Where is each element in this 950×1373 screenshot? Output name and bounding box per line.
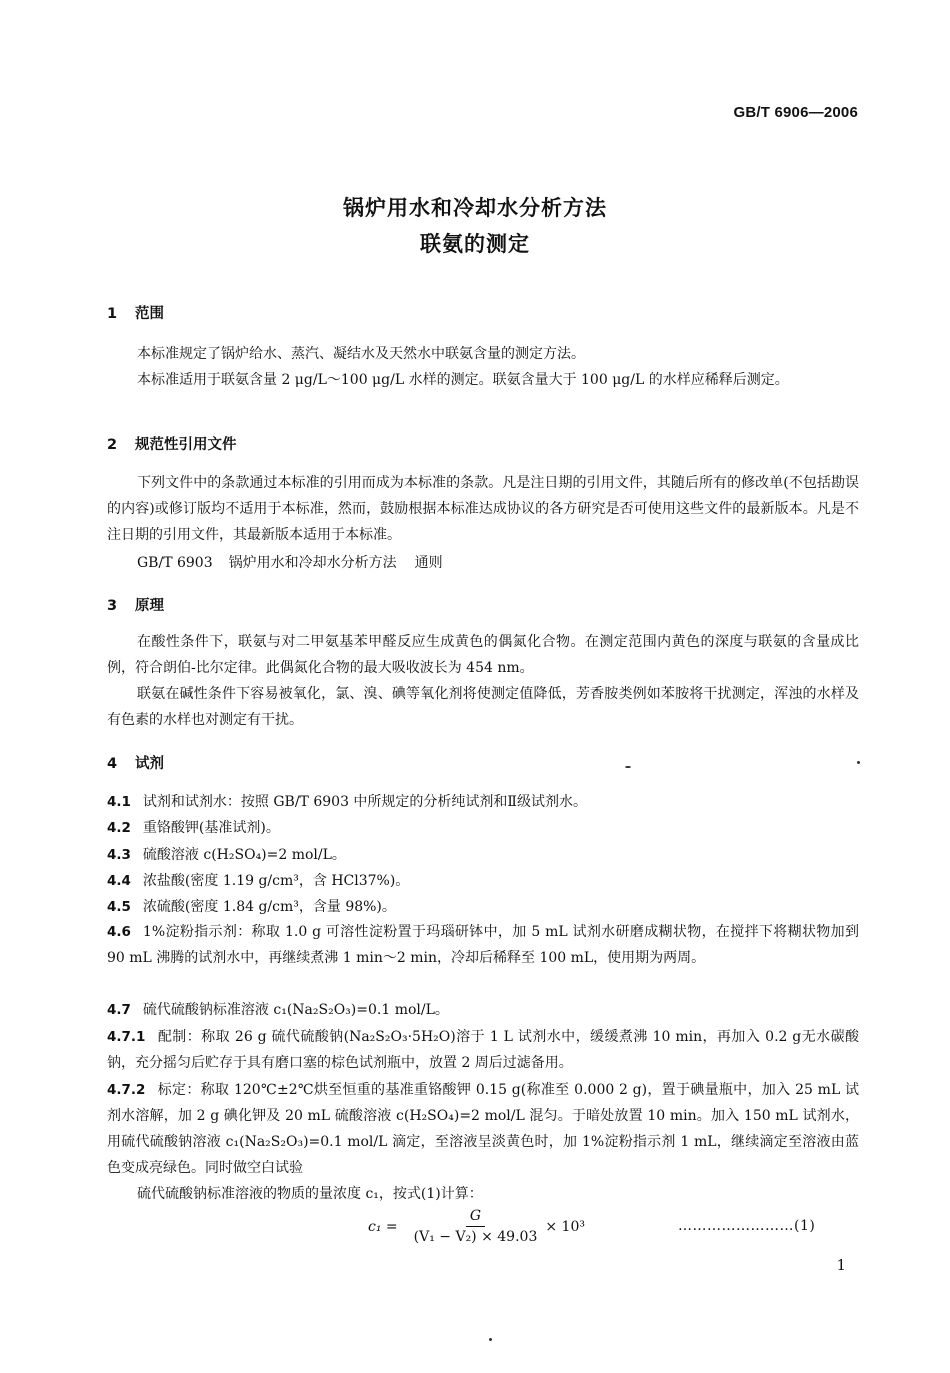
- item-number: 4.3: [107, 847, 131, 863]
- item-number: 4.7.2: [107, 1082, 146, 1098]
- item-text: 标定：称取 120℃±2℃烘至恒重的基准重铬酸钾 0.15 g(称准至 0.000 2 g)，置于碘量瓶中，加入 25 mL 试剂水溶解，加 2 g 碘化钾及 20 mL 硫酸溶液 c(H₂SO₄)=2 mol/L 混匀。于暗处放置 10 min。加入 150 mL 试剂水，用硫代硫酸钠溶液 c₁(Na₂S₂O₃)=0.1 mol/L 滴定，至溶液呈淡黄色时，加 1%淀粉指示剂 1 mL，继续滴定至溶液由蓝色变成亮绿色。同时做空白试验: [107, 1082, 859, 1176]
- item-text: 浓硫酸(密度 1.84 g/cm³，含量 98%)。: [142, 899, 396, 915]
- reference-suffix: 通则: [414, 555, 443, 571]
- formula-1: [368, 1208, 585, 1245]
- item-text: 浓盐酸(密度 1.19 g/cm³，含 HCl37%)。: [142, 873, 410, 889]
- reagent-item-4-7-2: [107, 1077, 859, 1181]
- item-number: 4.2: [107, 820, 131, 836]
- reagent-item-4-6: [107, 919, 859, 971]
- document-title-line2: 联氨的测定: [420, 232, 530, 256]
- reagent-item-4-7-1: [107, 1024, 859, 1076]
- reference-title: 锅炉用水和冷却水分析方法: [228, 555, 397, 571]
- scan-speck: [489, 1338, 492, 1341]
- section-title: 试剂: [135, 756, 164, 772]
- item-number: 4.5: [107, 899, 131, 915]
- item-text: 1%淀粉指示剂：称取 1.0 g 可溶性淀粉置于玛瑙研钵中，加 5 mL 试剂水研磨成糊状物，在搅拌下将糊状物加到 90 mL 沸腾的试剂水中，再继续煮沸 1 min～2 min，冷却后稀释至 100 mL，使用期为两周。: [107, 924, 859, 966]
- section-1-paragraph-2: 本标准适用于联氨含量 2 μg/L～100 μg/L 水样的测定。联氨含量大于 100 μg/L 的水样应稀释后测定。: [137, 372, 789, 388]
- section-title: 范围: [135, 306, 164, 322]
- section-3-paragraph-2: 联氨在碱性条件下容易被氧化，氯、溴、碘等氧化剂将使测定值降低，芳香胺类例如苯胺将干扰测定，浑浊的水样及有色素的水样也对测定有干扰。: [107, 686, 859, 728]
- item-number: 4.6: [107, 924, 131, 940]
- formula-factor: × 10³: [545, 1218, 585, 1235]
- section-number: 3: [107, 598, 118, 614]
- page-number: 1: [836, 1256, 846, 1274]
- item-text: 硫代硫酸钠标准溶液 c₁(Na₂S₂O₃)=0.1 mol/L。: [142, 1002, 449, 1018]
- calculation-intro: 硫代硫酸钠标准溶液的物质的量浓度 c₁，按式(1)计算：: [137, 1186, 483, 1202]
- item-number: 4.4: [107, 873, 131, 889]
- section-3-paragraph-1: 在酸性条件下，联氨与对二甲氨基苯甲醛反应生成黄色的偶氮化合物。在测定范围内黄色的深度与联氨的含量成比例，符合朗伯-比尔定律。此偶氮化合物的最大吸收波长为 454 nm。: [107, 634, 859, 676]
- formula-lhs: c₁ =: [368, 1218, 398, 1235]
- document-title-line1: 锅炉用水和冷却水分析方法: [343, 196, 607, 220]
- reagent-item-4-3: [107, 842, 859, 868]
- item-text: 硫酸溶液 c(H₂SO₄)=2 mol/L。: [142, 847, 346, 863]
- section-4-heading: [107, 752, 164, 773]
- item-text: 试剂和试剂水：按照 GB/T 6903 中所规定的分析纯试剂和Ⅱ级试剂水。: [142, 794, 587, 810]
- section-number: 1: [107, 306, 118, 322]
- item-number: 4.7.1: [107, 1029, 146, 1045]
- section-3-heading: [107, 594, 164, 615]
- scan-speck: [857, 761, 860, 764]
- section-title: 规范性引用文件: [135, 437, 237, 453]
- section-title: 原理: [135, 598, 164, 614]
- section-2-heading: [107, 433, 237, 454]
- formula-fraction: [414, 1208, 538, 1245]
- reagent-item-4-4: [107, 868, 859, 894]
- formula-denominator: (V₁ − V₂) × 49.03: [413, 1229, 538, 1245]
- reference-code: GB/T 6903: [137, 555, 213, 571]
- formula-numerator: G: [466, 1208, 485, 1227]
- item-text: 重铬酸钾(基准试剂)。: [142, 820, 280, 836]
- reagent-item-4-7: [107, 997, 859, 1023]
- reagent-item-4-1: [107, 789, 859, 815]
- section-2-paragraph-1: 下列文件中的条款通过本标准的引用而成为本标准的条款。凡是注日期的引用文件，其随后所有的修改单(不包括勘误的内容)或修订版均不适用于本标准，然而，鼓励根据本标准达成协议的各方研究是否可使用这些文件的最新版本。凡是不注日期的引用文件，其最新版本适用于本标准。: [107, 475, 859, 543]
- item-number: 4.1: [107, 794, 131, 810]
- item-text: 配制：称取 26 g 硫代硫酸钠(Na₂S₂O₃·5H₂O)溶于 1 L 试剂水中，缓缓煮沸 10 min，再加入 0.2 g无水碳酸钠，充分摇匀后贮存于具有磨口塞的棕色试剂瓶中，放置 2 周后过滤备用。: [107, 1029, 859, 1071]
- normative-reference: [137, 550, 443, 576]
- item-number: 4.7: [107, 1002, 131, 1018]
- section-1-paragraph-1: 本标准规定了锅炉给水、蒸汽、凝结水及天然水中联氨含量的测定方法。: [137, 346, 585, 362]
- scan-speck: [625, 766, 631, 768]
- reagent-item-4-2: [107, 815, 859, 841]
- section-number: 2: [107, 437, 118, 453]
- standard-code: GB/T 6906—2006: [733, 104, 858, 121]
- section-number: 4: [107, 756, 118, 772]
- formula-number: ……………………(1): [678, 1218, 816, 1234]
- reagent-item-4-5: [107, 894, 859, 920]
- section-1-heading: [107, 302, 164, 323]
